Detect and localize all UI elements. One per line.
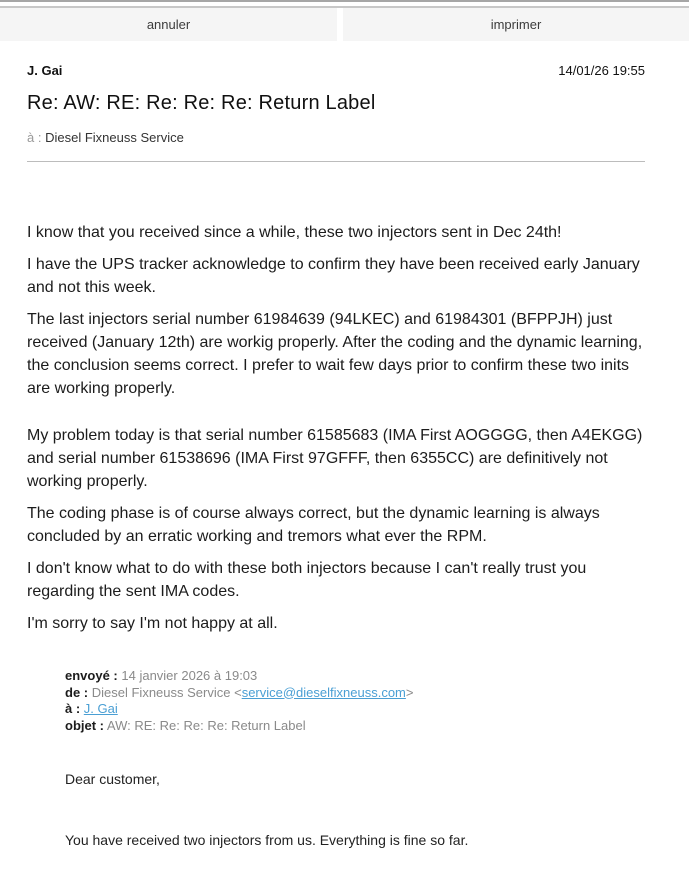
sent-value: 14 janvier 2026 à 19:03 — [121, 668, 258, 683]
body-paragraph: My problem today is that serial number 61585683 (IMA First AOGGGG, then A4EKGG) and serial number 61538696 (IMA First 97GFFF, then 6355CC) are definitively not working properly. — [27, 427, 643, 490]
email-subject-title: Re: AW: RE: Re: Re: Re: Return Label — [27, 92, 376, 114]
email-bracket-close: > — [405, 684, 414, 700]
quoted-email-headers — [65, 668, 645, 734]
quoted-message-body — [65, 771, 645, 848]
message-body — [27, 170, 645, 635]
quoted-to-line — [65, 701, 645, 718]
print-button[interactable]: imprimer — [343, 8, 689, 41]
header-divider — [27, 161, 645, 162]
window-top-border — [0, 0, 689, 8]
quoted-to-label: à : — [65, 701, 81, 716]
body-paragraph: I don't know what to do with these both injectors because I can't really trust you regarding the sent IMA codes. — [27, 560, 587, 600]
body-paragraph: I know that you received since a while, these two injectors sent in Dec 24th! — [27, 224, 562, 241]
from-name: Diesel Fixneuss Service — [91, 684, 231, 700]
email-content — [0, 63, 689, 848]
body-paragraph: I'm sorry to say I'm not happy at all. — [27, 615, 278, 632]
quoted-body-line: You have received two injectors from us. Everything is fine so far. — [65, 832, 469, 848]
from-email-link[interactable]: service@dieselfixneuss.com — [241, 684, 406, 700]
subject-label: objet : — [65, 717, 104, 733]
subject-value: AW: RE: Re: Re: Re: Return Label — [106, 717, 306, 733]
quoted-sent-line — [65, 668, 645, 685]
recipient-line — [27, 130, 645, 145]
body-paragraph: The last injectors serial number 61984639 (94LKEC) and 61984301 (BFPPJH) just received (January 12th) are workig properly. After the coding and the dynamic learning, the conclusion seems correct. I prefer to wait few days prior to confirm these two inits are working properly. — [27, 311, 643, 397]
quoted-greeting: Dear customer, — [65, 771, 160, 787]
quoted-subject-line — [65, 718, 645, 735]
body-paragraph: The coding phase is of course always correct, but the dynamic learning is always concluded by an erratic working and tremors what ever the RPM. — [27, 505, 600, 545]
from-label: de : — [65, 684, 89, 700]
to-label: à : — [27, 130, 42, 145]
sender-name: J. Gai — [27, 63, 63, 78]
email-datetime: 14/01/26 19:55 — [558, 63, 645, 78]
email-bracket-open: < — [234, 684, 242, 700]
to-value: Diesel Fixneuss Service — [45, 130, 184, 145]
cancel-button[interactable]: annuler — [0, 8, 337, 41]
quoted-from-line — [65, 685, 645, 702]
print-preview-toolbar — [0, 8, 689, 41]
email-header-row — [27, 63, 645, 78]
body-paragraph: I have the UPS tracker acknowledge to confirm they have been received early January and not this week. — [27, 256, 640, 296]
quoted-to-link[interactable]: J. Gai — [83, 701, 118, 716]
sent-label: envoyé : — [65, 668, 118, 683]
